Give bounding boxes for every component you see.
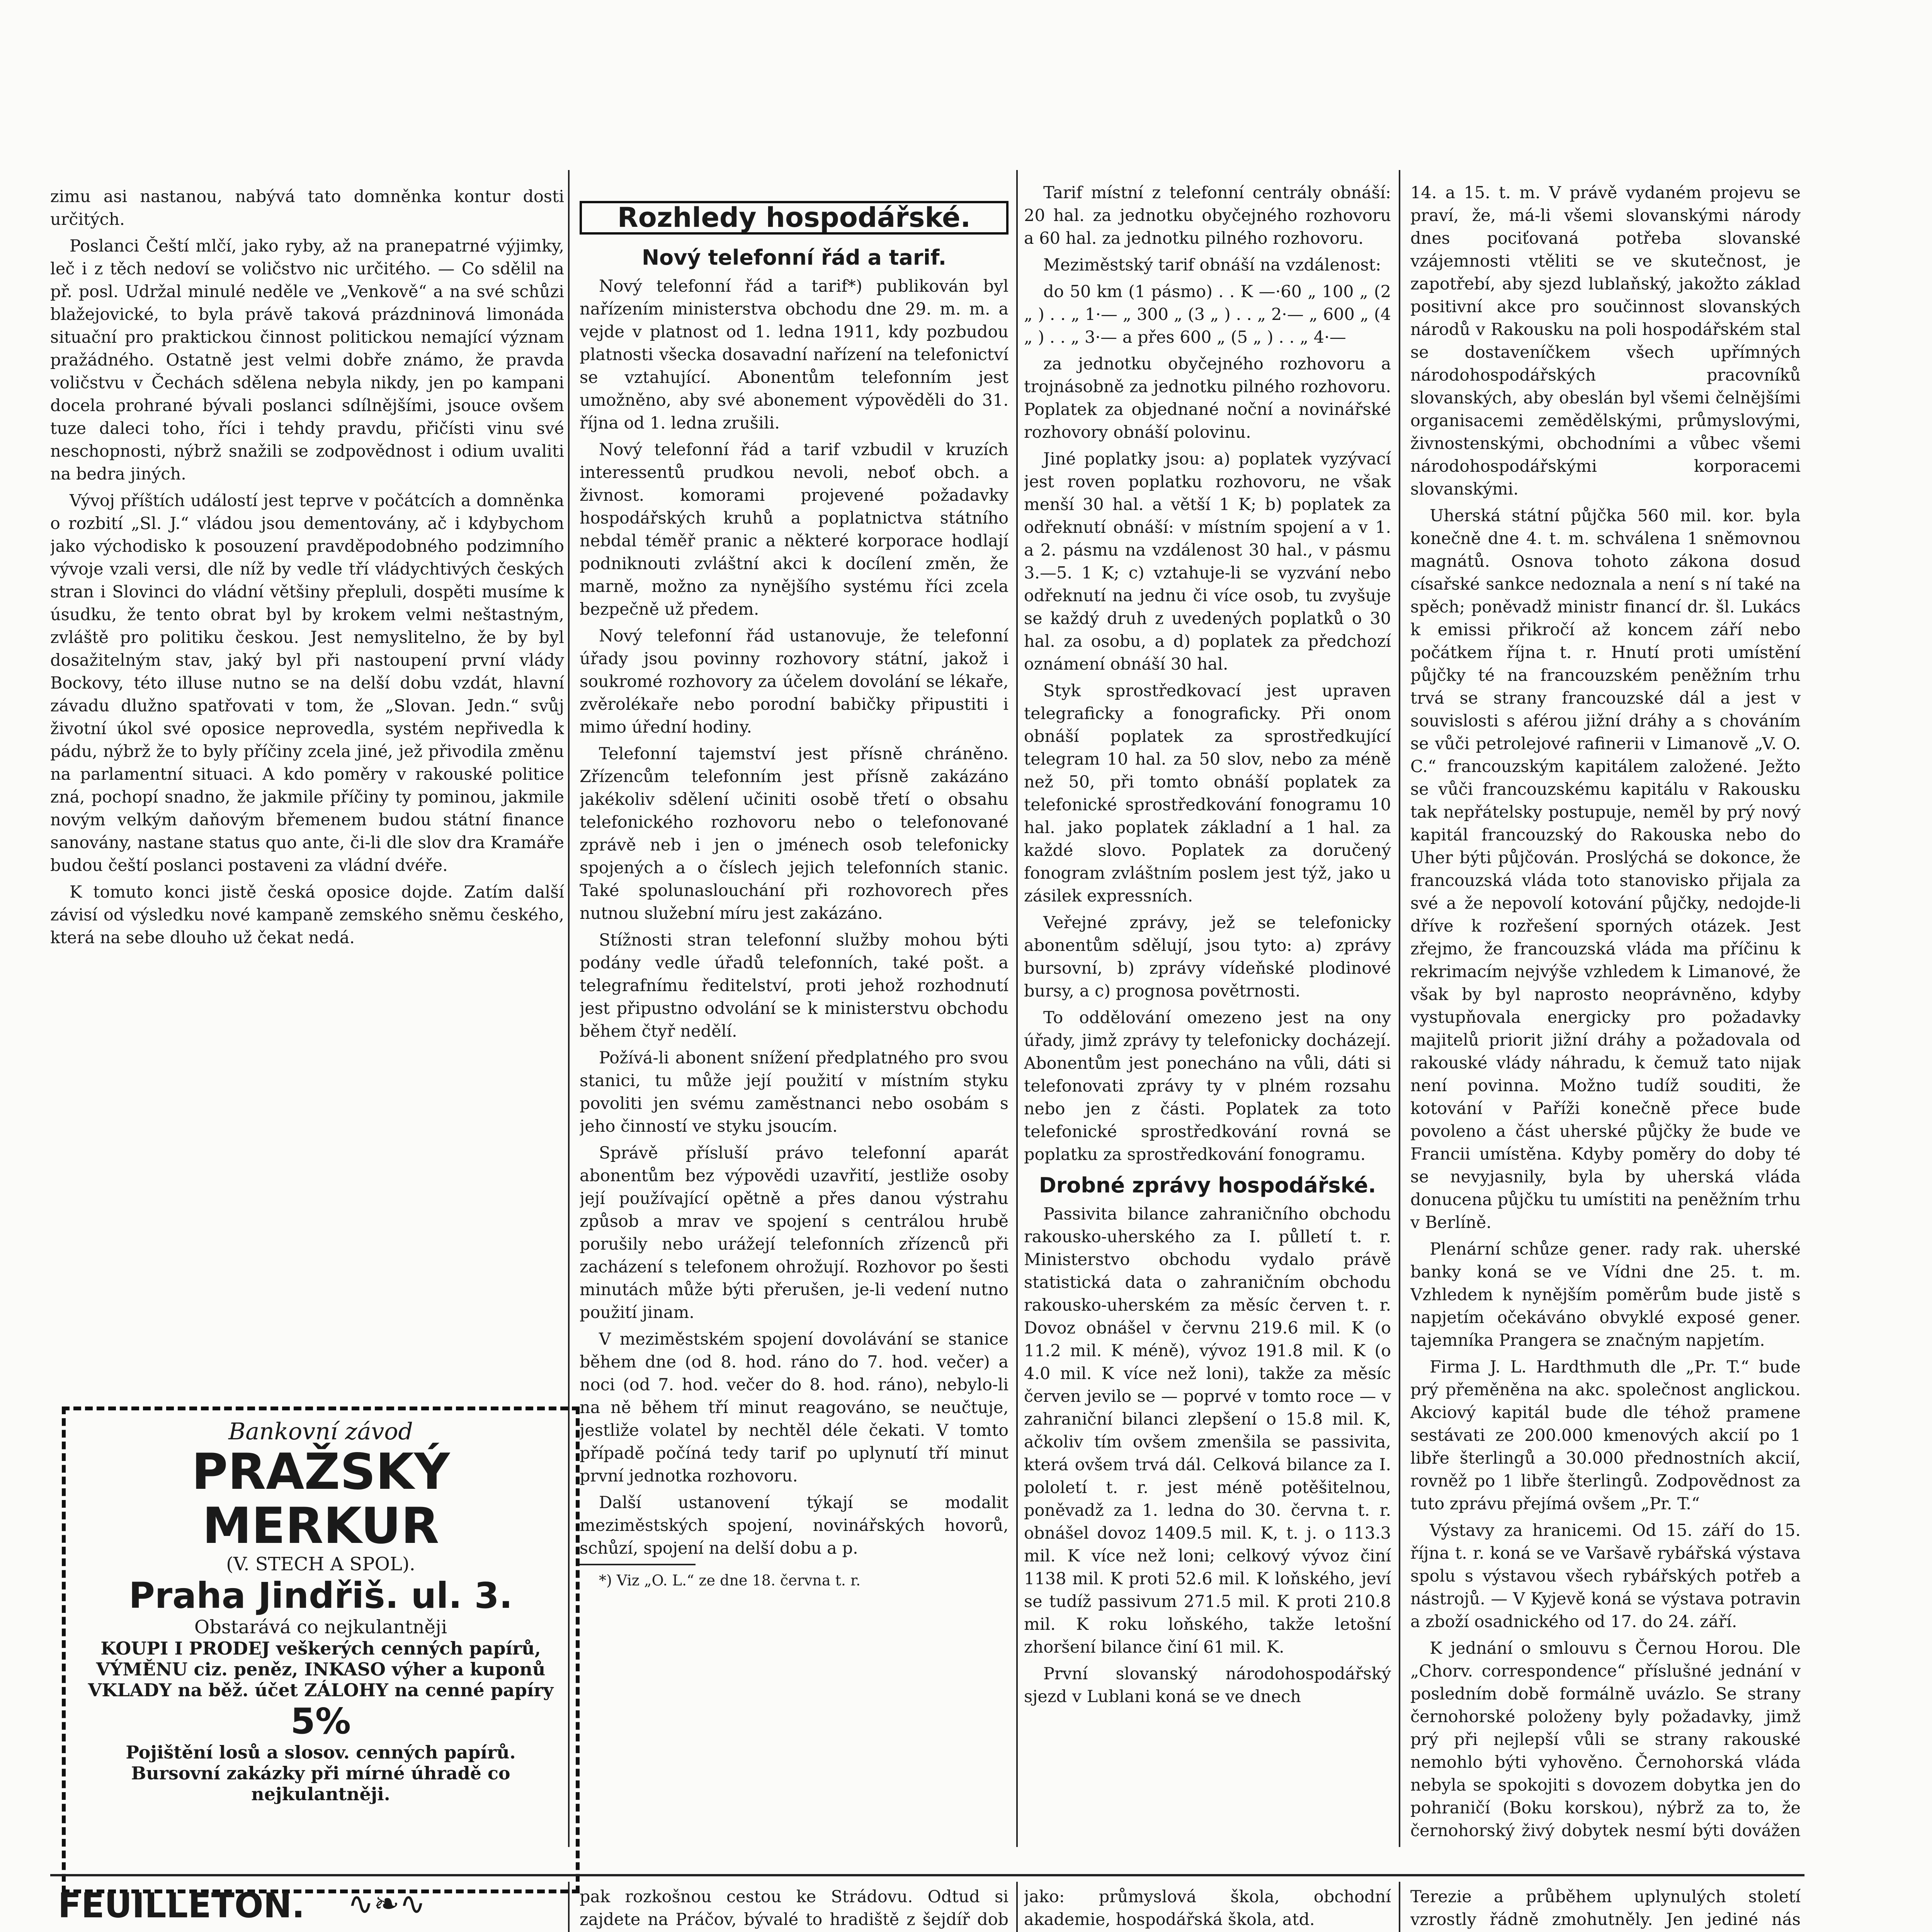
ad-services-intro: Obstarává co nejkulantněji <box>194 1616 447 1638</box>
article-paragraph: Správě přísluší právo telefonní aparát abonentům bez výpovědi uzavřití, jestliže osoby její používající opětně a přes danou výstrahu způsob a mrav ve spojení s centrálou hrubě porušily nebo urážejí telefonních zřízenců při zacházení s telefonem ohrožují. Rozhovor po šesti minutách může býti přerušen, je-li vedení nutno použití jinam. <box>580 1143 1009 1322</box>
advertisement-bank <box>62 1406 580 1893</box>
feuilleton-paragraph: pak rozkošnou cestou ke Strádovu. Odtud si zajdete na Práčov, bývalé to hradiště z šejdíř dob <box>580 1887 1009 1929</box>
article-paragraph: 14. a 15. t. m. V právě vydaném projevu se praví, že, má-li všemi slovanskými národy dnes pociťovaná potřeba slovanské vzájemnosti vtěliti se ve skutečnost, je zapotřebí, aby sjezd lublaňský, jakožto základ positivní akce pro součinnost slovanských národů v Rakousku na poli hospodářském stal se dostaveníčkem všech upřímných národohospodářských pracovníků slovanských, aby obeslán byl všemi čelnějšími organisacemi zemědělskými, průmyslovými, živnostenskými, obchodními a vůbec všemi národohospodářskými korporacemi slovanskými. <box>1410 183 1801 499</box>
article-paragraph: Nový telefonní řád a tarif*) publikován byl nařízením ministerstva obchodu dne 29. m. m. a vejde v platnost od 1. ledna 1911, kdy pozbudou platnosti všecka dosavadní nařízení na telefonictví se vztahující. Abonentům telefonním jest umožněno, aby své abonement výpověděli do 31. října od 1. ledna zrušili. <box>580 277 1009 433</box>
column-rule <box>1016 1882 1018 1932</box>
column-rule <box>568 170 570 1847</box>
article-paragraph: Požívá-li abonent snížení předplatného pro svou stanici, tu může její použití v místním styku povoliti jen svému zaměstnanci nebo osobám s jeho činností ve styku jsoucím. <box>580 1048 1009 1136</box>
column-economy <box>580 197 1009 1843</box>
article-paragraph: Nový telefonní řád ustanovuje, že telefonní úřady jsou povinny rozhovory státní, jakož i soukromé rozhovory za účelem dovolání se lékaře, zvěrolékaře nebo porodní babičky připustiti i mimo úřední hodiny. <box>580 626 1009 737</box>
article-paragraph: Stížnosti stran telefonní služby mohou býti podány vedle úřadů telefonních, také pošt. a telegrafnímu ředitelství, proti jehož rozhodnutí jest připustno odvolání se k ministerstvu obchodu během čtyř nedělí. <box>580 930 1009 1041</box>
article-paragraph: Styk sprostředkovací jest upraven telegraficky a fonograficky. Při onom obnáší poplatek za sprostředkující telegram 10 hal. za 50 slov, nebo za méně než 50, při tomto obnáší poplatek za telefonické sprostředkování fonogramu 10 hal. jako poplatek základní a 1 hal. za každé slovo. Poplatek za doručený fonogram zvláštním poslem jest týž, jako u zásilek expressních. <box>1024 681 1391 906</box>
feuilleton-title: FEUILLETON. <box>58 1886 305 1925</box>
article-paragraph: Jiné poplatky jsou: a) poplatek vyzývací jest roven poplatku rozhovoru, ne však menší 30 hal. a větší 1 K; b) poplatek za odřeknutí obnáší: v místním spojení a v 1. a 2. pásmu na vzdálenost 30 hal., v pásmu 3.—5. 1 K; c) vztahuje-li se vyzvání nebo odřeknutí na jednu či více osob, tu zvyšuje se každý druh z uvedených poplatků o 30 hal. za osobu, a d) poplatek za předchozí oznámení obnáší 30 hal. <box>1024 449 1391 674</box>
column-rule <box>1016 170 1018 1847</box>
column-rule <box>568 1882 570 1932</box>
footnote-rule <box>580 1564 696 1565</box>
feuilleton-column-3 <box>1024 1886 1391 1932</box>
ad-bank-name: PRAŽSKÝ MERKUR <box>191 1443 450 1555</box>
ad-service-exchange: VÝMĚNU ciz. peněz, INKASO výher a kuponů <box>96 1659 546 1680</box>
article-paragraph: K jednání o smlouvu s Černou Horou. Dle „Chorv. correspondence“ příslušné jednání v posledním době formálně uvázlo. Se strany černohorské položeny byly požadavky, jimž prý při nejlepší vůli se strany rakouské nemohlo býti vyhověno. Černohorská vláda nebyla se spokojiti s dovozem dobytka jen do pohraničí (Boku korskou), nýbrž za to, že černohorský živý dobytek nesmí býti dovážen <box>1410 1639 1801 1840</box>
column-tariff <box>1024 182 1391 1843</box>
feuilleton-column-4 <box>1410 1886 1801 1932</box>
footnote: *) Viz „O. L.“ ze dne 18. června t. r. <box>599 1572 861 1589</box>
article-paragraph: Meziměstský tarif obnáší na vzdálenost: <box>1043 255 1381 275</box>
article-paragraph: Telefonní tajemství jest přísně chráněno. Zřízencům telefonním jest přísně zakázáno jakékoliv sdělení učiniti osobě třetí o obsahu telefonického rozhovoru nebo o telefonované zprávě neb i jen o jménech osob telefonicky spojených a o číslech jejich telefonních stanic. Také spolunaslouchání při rozhovorech přes nutnou služební míru jest zakázáno. <box>580 744 1009 923</box>
ad-service-trading: KOUPI I PRODEJ veškerých cenných papírů, <box>100 1638 541 1659</box>
ad-interest-rate: 5% <box>290 1701 351 1742</box>
ad-address: Praha Jindřiš. ul. 3. <box>129 1575 513 1616</box>
article-paragraph: V meziměstském spojení dovolávání se stanice během dne (od 8. hod. ráno do 7. hod. večer) a noci (od 7. hod. večer do 8. hod. ráno), nebylo-li na ně během tří minut reagováno, se neučtuje, jestliže volatel by nechtěl déle čekati. V tomto případě počíná tedy tarif po uplynutí tří minut první jednotka rozhovoru. <box>580 1330 1009 1486</box>
article-paragraph: zimu asi nastanou, nabývá tato domněnka kontur dosti určitých. <box>50 187 564 229</box>
ad-service-deposits: VKLADY na běž. účet ZÁLOHY na cenné papíry <box>88 1680 554 1701</box>
column-rule <box>1399 170 1400 1847</box>
ad-service-exchange-orders: Bursovní zakázky při mírné úhradě co nejkulantněji. <box>131 1763 510 1804</box>
column-rule <box>1399 1882 1400 1932</box>
article-paragraph: Firma J. L. Hardthmuth dle „Pr. T.“ bude prý přeměněna na akc. společnost anglickou. Akciový kapitál bude dle téhož pramene sestávati ze 200.000 kmenových akcií po 1 libře šterlingů a 30.000 přednostních akcií, rovněž po 1 libře šterlingů. Zodpovědnost za tuto zprávu přejímá ovšem „Pr. T.“ <box>1410 1357 1801 1514</box>
tariff-table: do 50 km (1 pásmo) . . K —·60 „ 100 „ (2 „ ) . . „ 1·— „ 300 „ (3 „ ) . . „ 2·— „ 600 „ (4 „ ) . . „ 3·— a přes 600 „ (5 „ ) . . „ 4·— <box>1024 282 1391 347</box>
column-news <box>1410 182 1801 1843</box>
ad-service-insurance: Pojištění losů a slosov. cenných papírů. <box>126 1742 516 1763</box>
article-paragraph: Uherská státní půjčka 560 mil. kor. byla konečně dne 4. t. m. schválena 1 sněmovnou magnátů. Osnova tohoto zákona dosud císařské sankce nedoznala a není s ní také na spěch; poněvadž ministr financí dr. šl. Lukács k emissi přikročí až koncem září nebo počátkem října t. r. Hnutí proti umístění půjčky té na francouzském peněžním trhu trvá se strany francouzské dál a jest v souvislosti s aférou jižní dráhy a s chováním se vůči petrolejové rafinerii v Limanově „V. O. C.“ francouzským kapitálem založené. Ježto se vůči francouzskému kapitálu v Rakousku tak nepřátelsky postupuje, neměl by prý nový kapitál francouzský do Rakouska nebo do Uher býti půjčován. Proslýchá se dokonce, že francouzská vláda toto stanovisko přijala za své a že nepovolí kotování půjčky, nedojde-li dříve k rozřešení sporných otázek. Jest zřejmo, že francouzská vláda ma příčinu k rekrimacím nejvýše vzhledem k Limanové, že však by byl naprosto neoprávněno, kdyby vystupňovala energicky pro požadavky majitelů priorit jižní dráhy a požadovala od rakouské vlády náhradu, k čemuž tato nijak není povinna. Možno tudíž souditi, že kotování v Paříži konečně přece bude povoleno a část uherské půjčky že bude ve Francii umístěna. Kdyby poměry do doby té se nevyjasnily, byla by uherská vláda donucena půjčku tu umístiti na peněžním trhu v Berlíně. <box>1410 506 1801 1232</box>
article-headline: Nový telefonní řád a tarif. <box>641 245 947 270</box>
feuilleton-column-2 <box>580 1886 1009 1932</box>
ad-bank-label: Bankovní závod <box>228 1418 413 1445</box>
article-paragraph: První slovanský národohospodářský sjezd v Lublani koná se ve dnech <box>1024 1664 1391 1706</box>
article-paragraph: za jednotku obyčejného rozhovoru a trojnásobně za jednotku pilného rozhovoru. Poplatek za objednané noční a novinářské rozhovory obnáší polovinu. <box>1024 354 1391 442</box>
ornament-icon: ∿❧∿ <box>348 1886 426 1922</box>
section-title-economy: Rozhledy hospodářské. <box>580 201 1009 235</box>
article-paragraph: K tomuto konci jistě česká oposice dojde. Zatím další závisí od výsledku nové kampaně zemského sněmu českého, která na sebe dlouho už čekat nedá. <box>50 883 564 947</box>
feuilleton-rule <box>50 1874 1804 1876</box>
article-paragraph: Vývoj příštích událostí jest teprve v počátcích a domněnka o rozbití „Sl. J.“ vládou jsou dementovány, ač i kdybychom jako východisko k posouzení pravděpodobného podzimního vývoje vzali versi, dle níž by vedle tří vládychtivých českých stran i Slovinci do vládní většiny přepluli, dospěti musíme k úsudku, že tento obrat byl by krokem velmi neštastným, zvláště pro politiku českou. Jest nemyslitelno, že by byl dosažitelným stav, jaký byl při nastoupení první vlády Bockovy, této illuse nutno se na delší dobu vzdát, hlavní závadu dlužno spatřovati v tom, že „Slovan. Jedn.“ svůj životní úkol své oposice neprovedla, systém nepřivedla k pádu, nýbrž že to byly příčiny zcela jiné, jež přivodila změnu na parlamentní situaci. A kdo poměry v rakouské politice zná, pochopí snadno, že jakmile příčiny ty pominou, jakmile novým velkým daňovým břemenem budou státní finance sanovány, nastane status quo ante, či-li dle slov dra Kramáře budou čeští poslanci postaveni za vládní dvéře. <box>50 491 564 875</box>
feuilleton-paragraph: jako: průmyslová škola, obchodní akademie, hospodářská škola, atd. <box>1024 1887 1391 1929</box>
article-paragraph: To oddělování omezeno jest na ony úřady, jimž zprávy ty telefonicky docházejí. Abonentům jest ponecháno na vůli, dáti si telefonovati zprávy ty v plném rozsahu nebo jen z části. Poplatek za toto telefonické sprostředkování rovná se poplatku za sprostředkování fonogramu. <box>1024 1008 1391 1164</box>
article-paragraph: Výstavy za hranicemi. Od 15. září do 15. října t. r. koná se ve Varšavě rybářská výstava spolu s výstavou všech rybářských potřeb a nástrojů. — V Kyjevě koná se výstava potravin a zboží osadnického od 17. do 24. září. <box>1410 1521 1801 1631</box>
column-politics <box>50 185 564 1364</box>
ad-company: (V. STECH A SPOL). <box>226 1553 415 1575</box>
article-paragraph: Další ustanovení týkají se modalit meziměstských spojení, novinářských hovorů, schůzí, spojení na delší dobu a p. <box>580 1493 1009 1558</box>
article-paragraph: Tarif místní z telefonní centrály obnáší: 20 hal. za jednotku obyčejného rozhovoru a 60 hal. za jednotku pilného rozhovoru. <box>1024 183 1391 248</box>
article-paragraph: Passivita bilance zahraničního obchodu rakousko-uherského za I. půlletí t. r. Ministerstvo obchodu vydalo právě statistická data o zahraničním obchodu rakousko-uherském za měsíc červen t. r. Dovoz obnášel v červnu 219.6 mil. K (o 11.2 mil. K méně), vývoz 191.8 mil. K (o 4.0 mil. K více než loni), takže za měsíc červen jevilo se — poprvé v tomto roce — v zahraniční bilanci zlepšení o 15.8 mil. K, ačkoliv tím ovšem zmenšila se passivita, která ovšem trvá dál. Celková bilance za I. pololetí t. r. jest méně potěšitelnou, poněvadž za 1. ledna do 30. června t. r. obnášel dovoz 1409.5 mil. K, t. j. o 113.3 mil. K více než loni; celkový vývoz činí 1138 mil. K proti 52.6 mil. K loňského, jeví se tudíž passivum 271.5 mil. K proti 210.8 mil. K roku loňského, takže letošní zhoršení bilance činí 61 mil. K. <box>1024 1204 1391 1657</box>
section-title-short-news: Drobné zprávy hospodářské. <box>1039 1173 1376 1197</box>
article-paragraph: Plenární schůze gener. rady rak. uherské banky koná se ve Vídni dne 25. t. m. Vzhledem k nynějším poměrům bude jistě s napjetím očekáváno obvyklé exposé gener. tajemníka Prangera se značným napjetím. <box>1410 1240 1801 1350</box>
feuilleton-paragraph: Terezie a průběhem uplynulých století vzrostly řádně zmohutněly. Jen jediné nás <box>1410 1887 1801 1929</box>
article-paragraph: Veřejné zprávy, jež se telefonicky abonentům sdělují, jsou tyto: a) zprávy bursovní, b) zprávy vídeňské plodinové bursy, a c) prognosa povětrnosti. <box>1024 913 1391 1001</box>
article-paragraph: Poslanci Čeští mlčí, jako ryby, až na pranepatrné výjimky, leč i z těch nedoví se voličstvo nic určitého. — Co sdělil na př. posl. Udržal minulé neděle ve „Venkově“ a na své schůzi blažejovické, to byla právě taková prázdninová limonáda situační pro praktickou činnost politickou nemající význam pražádného. Ostatně jest velmi dobře známo, že pravda voličstvu v Čechách sdělena nebyla nikdy, jen po kampani docela prohrané bývali poslanci sdílnějšími, jsouce ovšem tuze daleci toho, říci i tehdy pravdu, přičísti vinu své neschopnosti, nýbrž snažili se zodpovědnost i odium uvaliti na bedra jiných. <box>50 236 564 484</box>
article-paragraph: Nový telefonní řád a tarif vzbudil v kruzích interessentů prudkou nevoli, neboť obch. a živnost. komorami projevené požadavky hospodářských kruhů a poplatnictva státního nebdal téměř pranic a některé korporace hodlají podniknouti zvláštní akci k docílení změn, že marně, možno za nynějšího systému říci zcela bezpečně už předem. <box>580 440 1009 619</box>
